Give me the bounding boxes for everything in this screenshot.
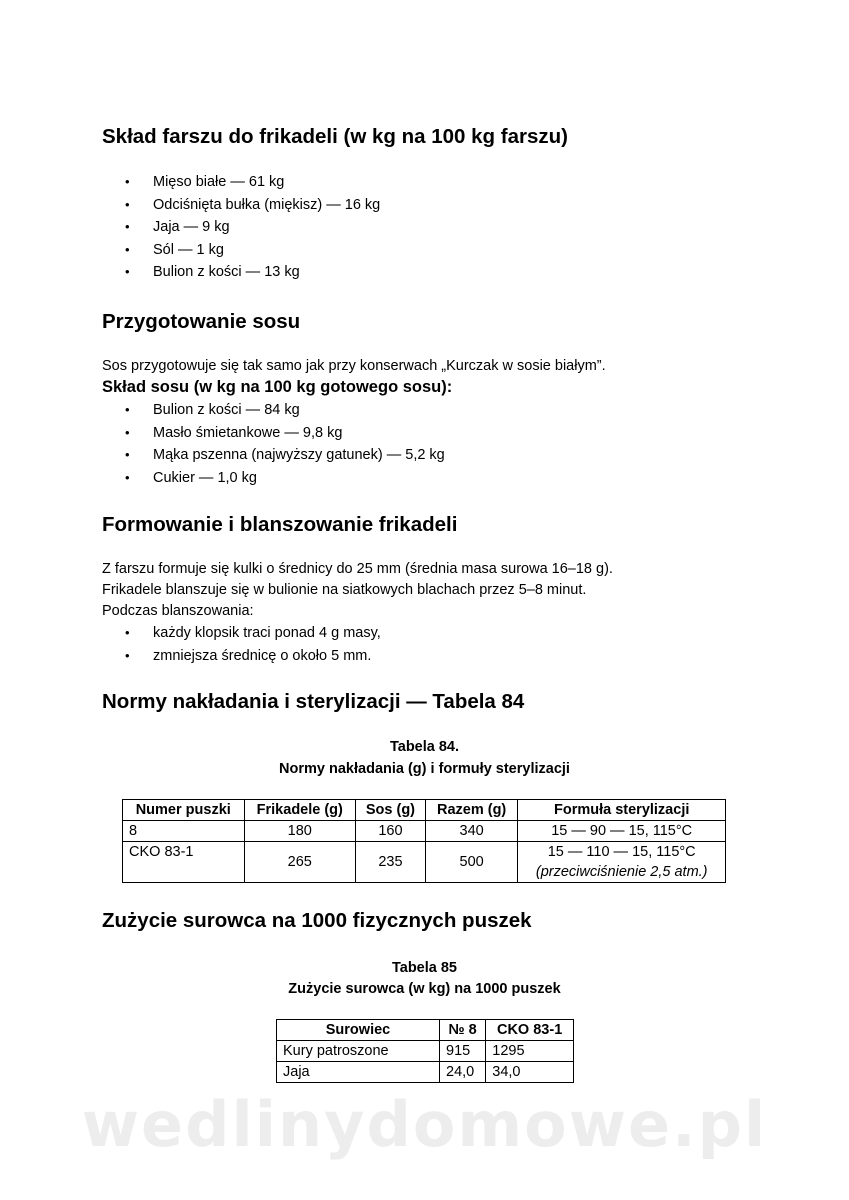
list-item: • zmniejsza średnicę o około 5 mm. — [102, 645, 381, 668]
sos-ingredient-list — [102, 399, 445, 489]
table-cell: 34,0 — [486, 1062, 574, 1083]
table-row — [123, 821, 726, 842]
table-cell: 235 — [356, 842, 426, 883]
table-84-subcaption: Normy nakładania (g) i formuły sterylizacji — [279, 761, 570, 777]
table-cell: Jaja — [277, 1062, 440, 1083]
table-cell: 24,0 — [440, 1062, 486, 1083]
table-row — [277, 1062, 574, 1083]
column-header: № 8 — [440, 1020, 486, 1041]
formula-note: (przeciwciśnienie 2,5 atm.) — [535, 864, 708, 880]
formowanie-line: Podczas blanszowania: — [102, 603, 254, 619]
table-cell — [518, 842, 726, 883]
list-item: • Cukier — 1,0 kg — [102, 467, 445, 490]
column-header: Formuła sterylizacji — [518, 800, 726, 821]
table-84 — [122, 799, 726, 883]
section-title-farsz: Skład farszu do frikadeli (w kg na 100 kg farszu) — [102, 125, 568, 148]
column-header: Surowiec — [277, 1020, 440, 1041]
watermark: wedlinydomowe.pl — [81, 1088, 768, 1161]
column-header: CKO 83-1 — [486, 1020, 574, 1041]
table-row — [277, 1041, 574, 1062]
formula-text: 15 — 110 — 15, 115°C — [547, 844, 696, 860]
table-85-subcaption: Zużycie surowca (w kg) na 1000 puszek — [288, 981, 561, 997]
column-header: Razem (g) — [425, 800, 518, 821]
table-85-caption: Tabela 85 — [391, 960, 458, 976]
column-header: Sos (g) — [356, 800, 426, 821]
sos-intro-text: Sos przygotowuje się tak samo jak przy konserwach „Kurczak w sosie białym”. — [102, 358, 606, 374]
list-item: • Bulion z kości — 13 kg — [102, 261, 380, 284]
table-cell: 500 — [425, 842, 518, 883]
table-row — [123, 842, 726, 883]
list-item: • Sól — 1 kg — [102, 239, 380, 262]
table-cell: Kury patroszone — [277, 1041, 440, 1062]
table-84-caption: Tabela 84. — [389, 739, 460, 755]
list-item: • Bulion z kości — 84 kg — [102, 399, 445, 422]
table-header-row — [123, 800, 726, 821]
formowanie-line: Frikadele blanszuje się w bulionie na siatkowych blachach przez 5–8 minut. — [102, 582, 587, 598]
section-title-sos: Przygotowanie sosu — [102, 310, 301, 333]
table-cell: 15 — 90 — 15, 115°C — [518, 821, 726, 842]
list-item: • Mięso białe — 61 kg — [102, 171, 380, 194]
section-title-normy: Normy nakładania i sterylizacji — Tabela 84 — [102, 690, 525, 713]
table-cell: 8 — [123, 821, 245, 842]
list-item: • Jaja — 9 kg — [102, 216, 380, 239]
farsz-ingredient-list — [102, 171, 380, 284]
section-title-zuzycie: Zużycie surowca na 1000 fizycznych puszek — [102, 909, 532, 932]
sos-composition-heading: Skład sosu (w kg na 100 kg gotowego sosu): — [102, 378, 453, 396]
table-85 — [276, 1019, 574, 1083]
table-cell: 1295 — [486, 1041, 574, 1062]
table-cell: 340 — [425, 821, 518, 842]
list-item: • każdy klopsik traci ponad 4 g masy, — [102, 622, 381, 645]
list-item: • Masło śmietankowe — 9,8 kg — [102, 422, 445, 445]
list-item: • Mąka pszenna (najwyższy gatunek) — 5,2 kg — [102, 444, 445, 467]
table-cell: CKO 83-1 — [123, 842, 245, 883]
table-cell: 160 — [356, 821, 426, 842]
table-cell: 265 — [244, 842, 356, 883]
blanszowanie-list — [102, 622, 381, 667]
column-header: Numer puszki — [123, 800, 245, 821]
section-title-formowanie: Formowanie i blanszowanie frikadeli — [102, 513, 458, 536]
formowanie-line: Z farszu formuje się kulki o średnicy do 25 mm (średnia masa surowa 16–18 g). — [102, 561, 613, 577]
table-header-row — [277, 1020, 574, 1041]
list-item: • Odciśnięta bułka (miękisz) — 16 kg — [102, 194, 380, 217]
table-cell: 180 — [244, 821, 356, 842]
column-header: Frikadele (g) — [244, 800, 356, 821]
table-cell: 915 — [440, 1041, 486, 1062]
